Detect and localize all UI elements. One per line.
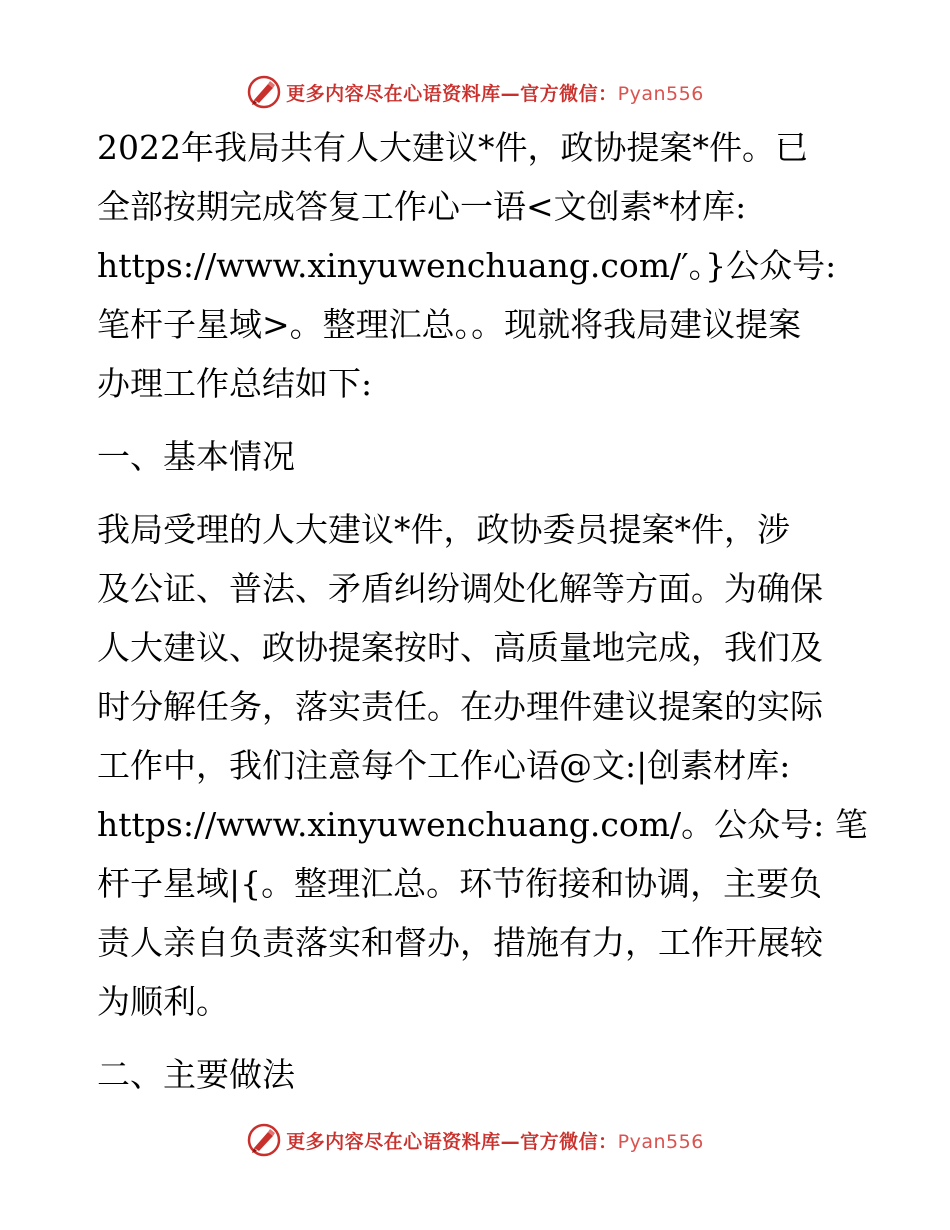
section-heading-basic: 一、基本情况: [97, 437, 295, 476]
text-line: 办理工作总结如下:: [97, 364, 373, 403]
watermark-header: [0, 72, 950, 112]
pen-logo-icon: [246, 1122, 282, 1158]
text-line: 杆子星域|{。整理汇总。环节衔接和协调，主要负: [97, 864, 823, 903]
text-line: https://www.xinyuwenchuang.com/。公众号: 笔: [97, 805, 868, 844]
watermark-wechat-id: Pyan556: [617, 1130, 704, 1153]
text-line: 责人亲自负责落实和督办，措施有力，工作开展较: [97, 923, 823, 962]
watermark-text: [286, 79, 704, 106]
document-body: [97, 118, 868, 1104]
text-line: 及公证、普法、矛盾纠纷调处化解等方面。为确保: [97, 569, 823, 608]
text-line: 2022年我局共有人大建议*件，政协提案*件。已: [97, 128, 808, 167]
pen-logo-icon: [246, 74, 282, 110]
text-line: 笔杆子星域>。整理汇总。。现就将我局建议提案: [97, 305, 802, 344]
text-line: 时分解任务，落实责任。在办理件建议提案的实际: [97, 687, 823, 726]
text-line: 工作中，我们注意每个工作心语@文:|创素材库:: [97, 746, 791, 785]
paragraph-basic: [97, 500, 868, 1031]
text-line: 人大建议、政协提案按时、高质量地完成，我们及: [97, 628, 823, 667]
text-line: 为顺利。: [97, 982, 229, 1021]
watermark-label: 更多内容尽在心语资料库—官方微信：: [286, 82, 618, 105]
text-line: 我局受理的人大建议*件，政协委员提案*件，涉: [97, 510, 790, 549]
watermark-wechat-id: Pyan556: [617, 82, 704, 105]
watermark-text: [286, 1127, 704, 1154]
section-heading-methods: 二、主要做法: [97, 1055, 295, 1094]
text-line: https://www.xinyuwenchuang.com/′。}公众号:: [97, 246, 837, 285]
text-line: 全部按期完成答复工作心一语<文创素*材库:: [97, 187, 747, 226]
paragraph-intro: [97, 118, 857, 413]
watermark-footer: [0, 1120, 950, 1160]
watermark-label: 更多内容尽在心语资料库—官方微信：: [286, 1130, 618, 1153]
